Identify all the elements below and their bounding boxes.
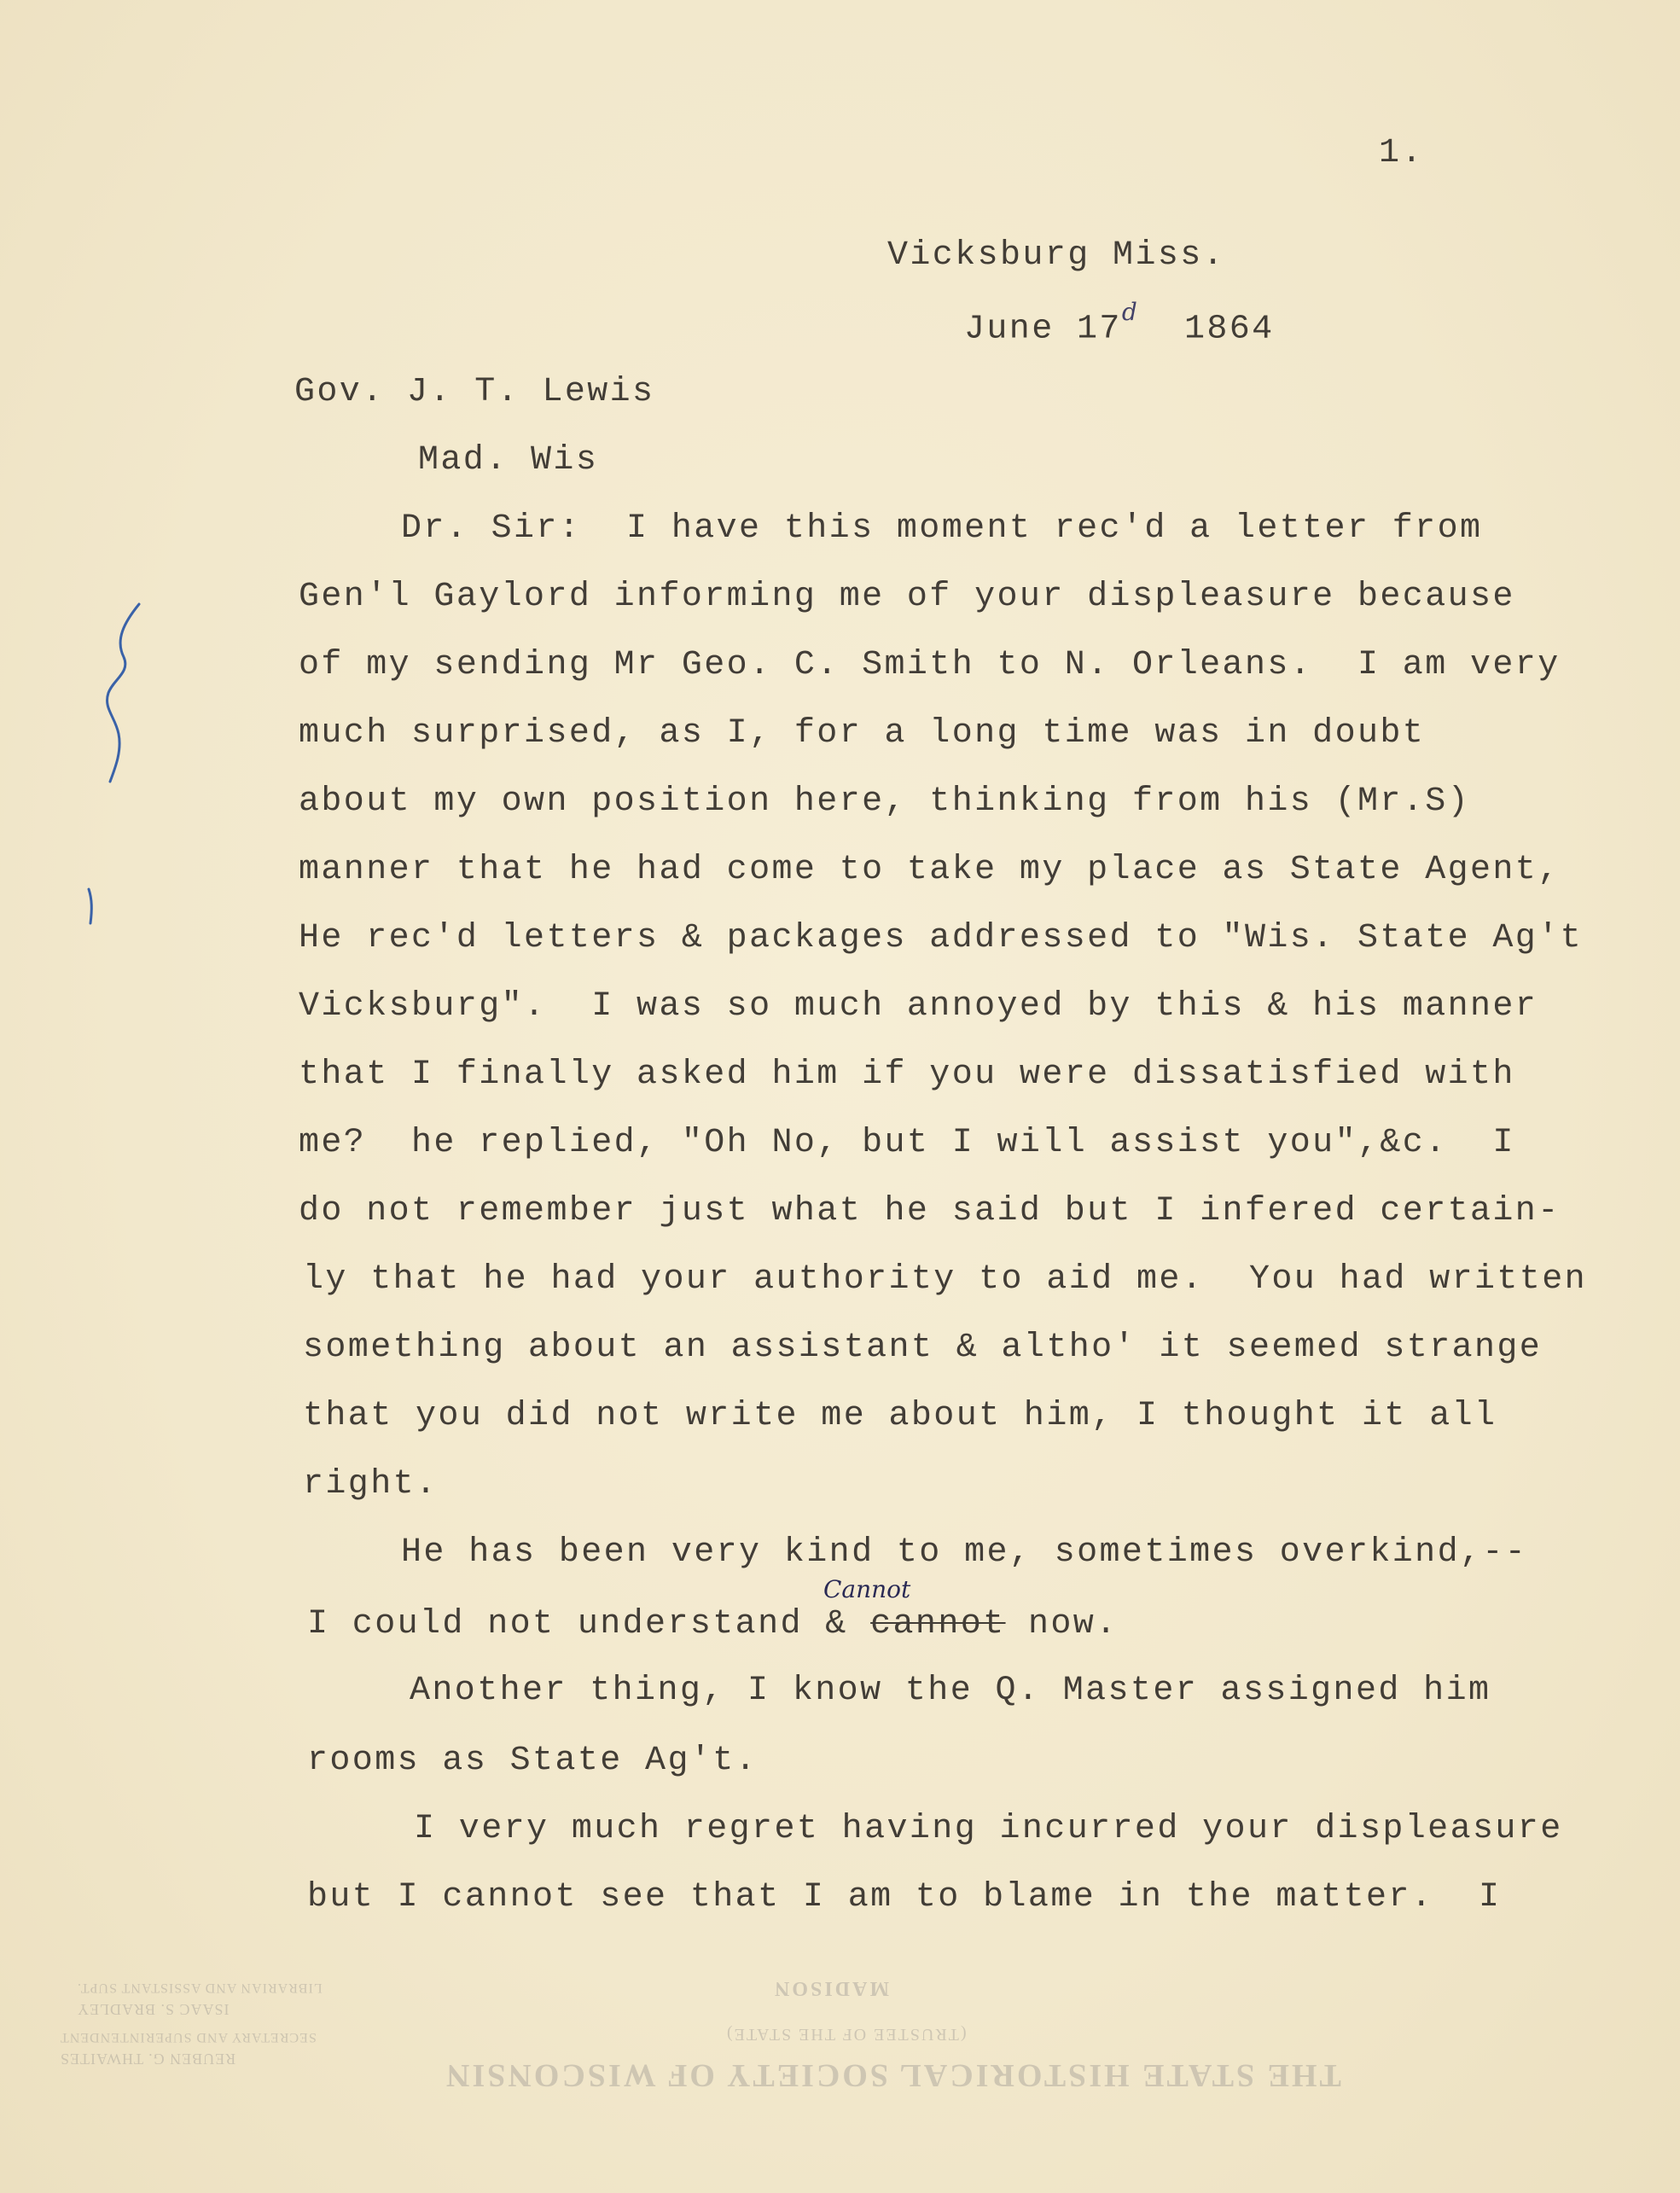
addressee-name: Gov. J. T. Lewis (294, 373, 655, 411)
body-line: He rec'd letters & packages addressed to "Wis. State Ag't (299, 919, 1584, 957)
paragraph-4-line-1: I very much regret having incurred your displeasure (414, 1810, 1563, 1848)
date-superscript: d (1121, 298, 1140, 326)
body-line: right. (303, 1465, 439, 1504)
marginal-tick-mark (82, 886, 99, 928)
body-line: do not remember just what he said but I infered certain- (299, 1192, 1561, 1230)
body-line: ly that he had your authority to aid me. You had written (303, 1260, 1588, 1299)
marginal-bracket-mark (90, 597, 158, 785)
struck-word: cannot (870, 1605, 1006, 1643)
watermark-society-name: THE STATE HISTORICAL SOCIETY OF WISCONSIN (444, 2057, 1341, 2093)
body-line: Vicksburg". I was so much annoyed by this & his manner (299, 987, 1538, 1026)
para2-post: now. (1005, 1605, 1119, 1643)
letter-place: Vicksburg Miss. (887, 236, 1226, 275)
watermark-librarian-name: ISAAC S. BRADLEY (77, 2001, 230, 2018)
watermark-secretary-name: REUBEN G. THWAITES (60, 2050, 236, 2068)
page-number: 1. (1379, 134, 1424, 172)
para2-pre: I could not understand & (307, 1605, 871, 1643)
paragraph-3-line-2: rooms as State Ag't. (307, 1742, 759, 1780)
watermark-trustee: (TRUSTEE OF THE STATE) (725, 2025, 967, 2044)
body-line: Dr. Sir: I have this moment rec'd a letter from (401, 509, 1483, 548)
letter-date (964, 298, 1275, 349)
body-line: that you did not write me about him, I thought it all (303, 1397, 1497, 1435)
body-line: me? he replied, "Oh No, but I will assist you",&c. I (299, 1124, 1515, 1162)
body-line: Gen'l Gaylord informing me of your displeasure because (299, 578, 1515, 616)
date-year: 1864 (1183, 310, 1275, 349)
handwritten-correction: Cannot (823, 1575, 911, 1603)
paragraph-2-line-1: He has been very kind to me, sometimes overkind,-- (401, 1533, 1528, 1572)
addressee-place: Mad. Wis (418, 441, 599, 480)
body-line: much surprised, as I, for a long time was in doubt (299, 714, 1426, 753)
paragraph-3-line-1: Another thing, I know the Q. Master assigned him (410, 1672, 1491, 1710)
body-line: something about an assistant & altho' it seemed strange (303, 1329, 1543, 1367)
watermark-madison: MADISON (772, 1977, 890, 1999)
body-line: of my sending Mr Geo. C. Smith to N. Orleans. I am very (299, 646, 1561, 684)
paragraph-2-line-2 (307, 1605, 1119, 1643)
body-line: manner that he had come to take my place as State Agent, (299, 851, 1561, 889)
watermark-secretary-title: SECRETARY AND SUPERINTENDENT (60, 2030, 317, 2045)
paragraph-4-line-2: but I cannot see that I am to blame in the matter. I (307, 1878, 1502, 1917)
date-day: June 17 (964, 310, 1122, 349)
body-line: that I finally asked him if you were dissatisfied with (299, 1056, 1515, 1094)
watermark-librarian-title: LIBRARIAN AND ASSISTANT SUPT. (77, 1981, 323, 1995)
body-line: about my own position here, thinking from his (Mr.S) (299, 782, 1471, 821)
